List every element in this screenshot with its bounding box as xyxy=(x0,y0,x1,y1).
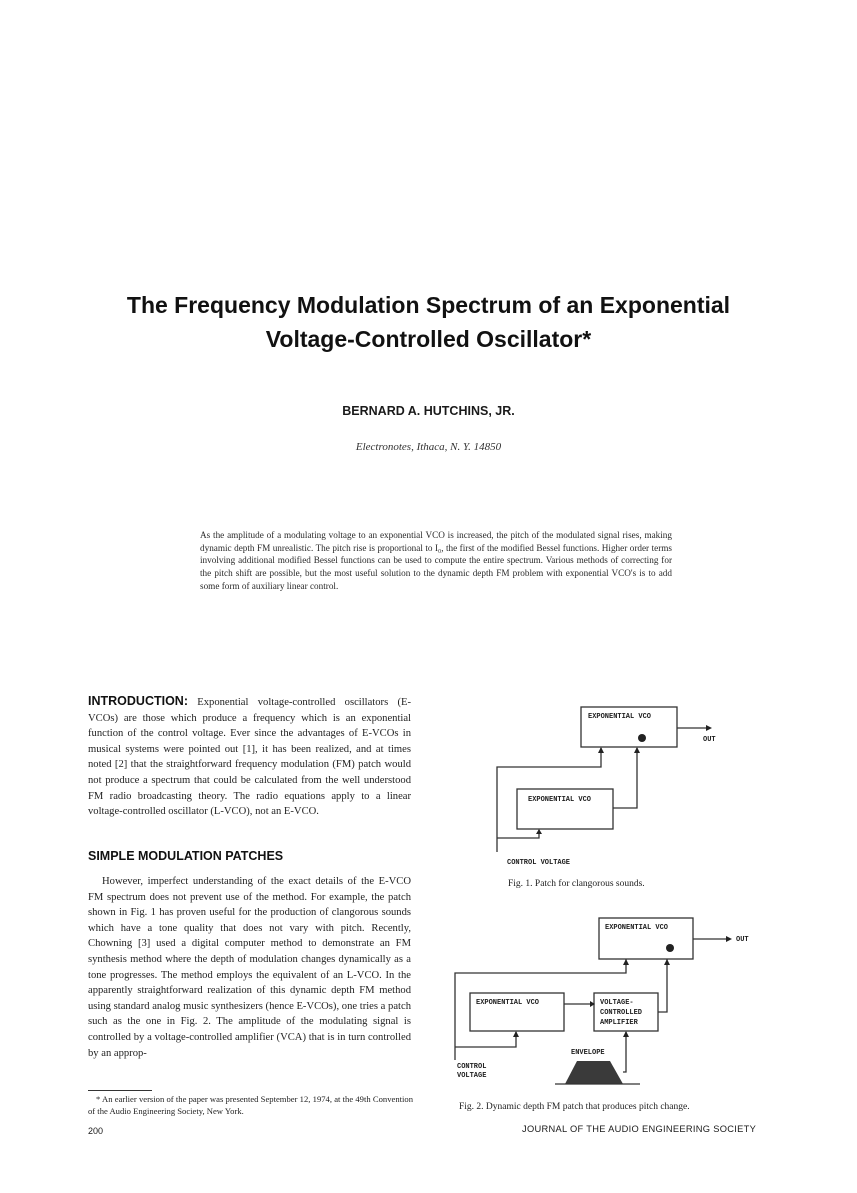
fig1-knob-icon xyxy=(638,734,646,742)
fig2-envelope-shape xyxy=(565,1061,623,1084)
fig2-vca-label-3: AMPLIFIER xyxy=(600,1019,638,1027)
fig2-control-branch-arrow-icon xyxy=(513,1031,519,1037)
fig2-left-vco-label: EXPONENTIAL VCO xyxy=(476,999,540,1007)
page-number: 200 xyxy=(88,1126,104,1136)
fig2-control-branch xyxy=(455,1032,516,1047)
fig2-top-vco-label: EXPONENTIAL VCO xyxy=(605,924,669,932)
fig2-knob-icon xyxy=(666,944,674,952)
figure-1-diagram xyxy=(480,700,760,872)
figure-1-caption: Fig. 1. Patch for clangorous sounds. xyxy=(508,879,645,889)
fig1-control-branch xyxy=(497,830,539,838)
fig1-bottom-vco-label: EXPONENTIAL VCO xyxy=(528,796,592,804)
figure-2-caption: Fig. 2. Dynamic depth FM patch that produces pitch change. xyxy=(459,1102,690,1112)
figure-2-diagram xyxy=(445,912,770,1092)
author-name: BERNARD A. HUTCHINS, JR. xyxy=(342,404,515,418)
fig1-control-label: CONTROL VOLTAGE xyxy=(507,859,571,867)
fig1-feedback-arrow-icon xyxy=(634,747,640,753)
section-heading: SIMPLE MODULATION PATCHES xyxy=(88,849,284,863)
fig2-vca-to-vco-arrow-icon xyxy=(664,959,670,965)
fig2-envelope-arrow-icon xyxy=(623,1031,629,1037)
fig1-bottom-vco-box xyxy=(517,789,613,829)
fig1-control-branch-arrow-icon xyxy=(536,829,542,834)
fig2-control-label-1: CONTROL xyxy=(457,1063,487,1071)
fig1-top-vco-label: EXPONENTIAL VCO xyxy=(588,713,652,721)
journal-name: JOURNAL OF THE AUDIO ENGINEERING SOCIETY xyxy=(522,1124,757,1134)
fig2-control-arrow-icon xyxy=(623,959,629,965)
introduction-paragraph xyxy=(88,694,411,820)
fig2-envelope-to-vca-line xyxy=(623,1032,626,1072)
fig1-control-arrow-icon xyxy=(598,747,604,753)
author-affiliation: Electronotes, Ithaca, N. Y. 14850 xyxy=(355,441,502,453)
fig2-envelope-label: ENVELOPE xyxy=(571,1049,605,1057)
title-line-2: Voltage-Controlled Oscillator* xyxy=(265,326,592,352)
introduction-heading: INTRODUCTION: xyxy=(88,694,188,708)
paper-title xyxy=(60,288,797,356)
section-paragraph: However, imperfect understanding of the exact details of the E-VCO FM spectrum does not prevent use of the method. For example, the patch shown in Fig. 1 has proven useful for the production of clangorous sounds which have a tone quality that does not vary with pitch. Recently, Chowning [3] used a digital computer method to demonstrate an FM synthesis method where the depth of modulation changes dynamically as a tone progresses. The method employs the equivalent of an L-VCO. In the apparently straightforward realization of this dynamic depth FM method using standard analog music synthesizers (hence E-VCOs), one tries a patch such as the one in Fig. 2. The amplitude of the modulating signal is controlled by a voltage-controlled amplifier (VCA) that is in turn controlled by an approp- xyxy=(88,876,411,1059)
fig2-out-arrow-icon xyxy=(726,936,732,942)
fig2-out-label: OUT xyxy=(736,936,749,944)
fig1-out-label: OUT xyxy=(703,736,716,744)
fig2-vca-label-1: VOLTAGE- xyxy=(600,999,634,1007)
introduction-text: Exponential voltage-controlled oscillators (E-VCOs) are those which produce a frequency which is an exponential function of the control voltage. Ever since the advantages of E-VCOs in musical systems were pointed out [1], it has been realized, and at times noted [2] that the straightforward frequency modulation (FM) patch would not produce a spectrum that could be calculated from the well understood FM radio broadcasting theory. The radio equations apply to a linear voltage-controlled oscillator (L-VCO), not an E-VCO. xyxy=(88,697,411,818)
abstract: As the amplitude of a modulating voltage to an exponential VCO is increased, the pitch of the modulated signal rises, making dynamic depth FM unrealistic. The pitch rise is proportional to I₀, the first of the modified Bessel functions. Higher order terms involving additional modified Bessel functions can be used to compute the entire spectrum. Various methods of correcting for the pitch shift are possible, but the most useful solution to the dynamic depth FM problem with exponential VCO's is to add some form of auxiliary linear control. xyxy=(200,530,672,591)
fig2-vca-label-2: CONTROLLED xyxy=(600,1009,643,1017)
fig2-vca-to-vco-line xyxy=(658,959,667,1012)
fig2-control-label-2: VOLTAGE xyxy=(457,1072,487,1080)
footnote-rule xyxy=(88,1090,152,1091)
title-line-1: The Frequency Modulation Spectrum of an Exponential xyxy=(126,292,731,318)
fig1-out-arrow-icon xyxy=(706,725,712,731)
fig1-feedback-line xyxy=(613,748,637,808)
footnote: * An earlier version of the paper was presented September 12, 1974, at the 49th Convention of the Audio Engineering Society, New York. xyxy=(88,1094,413,1116)
